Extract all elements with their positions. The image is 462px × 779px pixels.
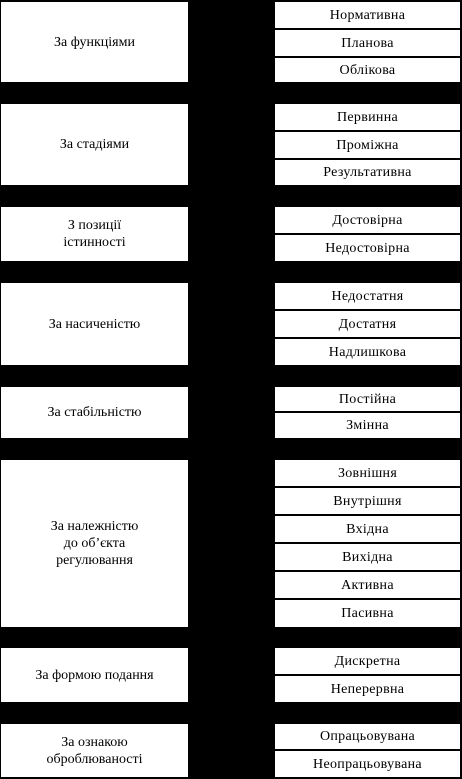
item-box [274, 515, 461, 543]
category-label: За належністю до об’єкта регулювання [50, 519, 139, 568]
category-box-stages [0, 103, 189, 186]
item-label: Планова [341, 35, 394, 51]
item-box [274, 723, 461, 750]
item-label: Зовнішня [337, 465, 398, 481]
category-box-regulation-object [0, 459, 189, 628]
item-label: Неопрацьовувана [313, 756, 422, 772]
item-label: Результативна [323, 165, 412, 180]
item-label: Внутрішня [333, 493, 402, 509]
item-box [274, 57, 461, 83]
item-label: Пасивна [341, 606, 394, 621]
item-box [274, 675, 461, 703]
category-label: За формою подання [35, 667, 154, 683]
item-label: Достовірна [332, 212, 403, 228]
item-label: Недостовірна [325, 240, 410, 256]
item-label: Постійна [338, 391, 397, 407]
item-box [274, 310, 461, 338]
item-box [274, 459, 461, 487]
item-label: Опрацьовувана [319, 729, 416, 744]
category-box-processability [0, 723, 189, 778]
category-box-stability [0, 386, 189, 439]
item-box [274, 234, 461, 262]
item-box [274, 206, 461, 234]
item-label: Надлишкова [328, 344, 407, 360]
category-label: З позиції істинності [63, 218, 126, 250]
item-label: Активна [341, 577, 394, 593]
item-box [274, 571, 461, 599]
item-label: Змінна [346, 418, 389, 433]
item-label: Нормативна [329, 7, 406, 23]
item-label: Вхідна [346, 521, 389, 537]
item-box [274, 282, 461, 310]
item-label: Проміжна [336, 137, 399, 153]
item-label: Первинна [336, 109, 399, 125]
category-box-truth [0, 206, 189, 262]
item-box [274, 412, 461, 439]
category-box-form [0, 647, 189, 703]
item-label: Вихідна [342, 549, 393, 565]
category-box-saturation [0, 282, 189, 366]
item-box [274, 599, 461, 628]
item-label: Дискретна [334, 653, 401, 669]
item-box [274, 750, 461, 778]
item-box [274, 103, 461, 131]
item-box [274, 543, 461, 571]
category-label: За ознакою оброблюваності [46, 734, 143, 767]
item-box [274, 131, 461, 159]
item-box [274, 1, 461, 29]
category-box-functions [0, 1, 189, 83]
item-label: Достатня [338, 316, 397, 332]
item-box [274, 487, 461, 515]
item-label: Неперервна [330, 681, 405, 697]
category-label: За стадіями [59, 137, 130, 152]
item-box [274, 338, 461, 366]
item-box [274, 386, 461, 412]
item-box [274, 159, 461, 186]
item-label: Недостатня [331, 288, 404, 304]
item-box [274, 647, 461, 675]
item-box [274, 29, 461, 57]
category-label: За стабільністю [47, 405, 142, 420]
category-label: За функціями [54, 34, 135, 50]
item-label: Облікова [339, 62, 396, 78]
category-label: За насиченістю [48, 316, 141, 332]
